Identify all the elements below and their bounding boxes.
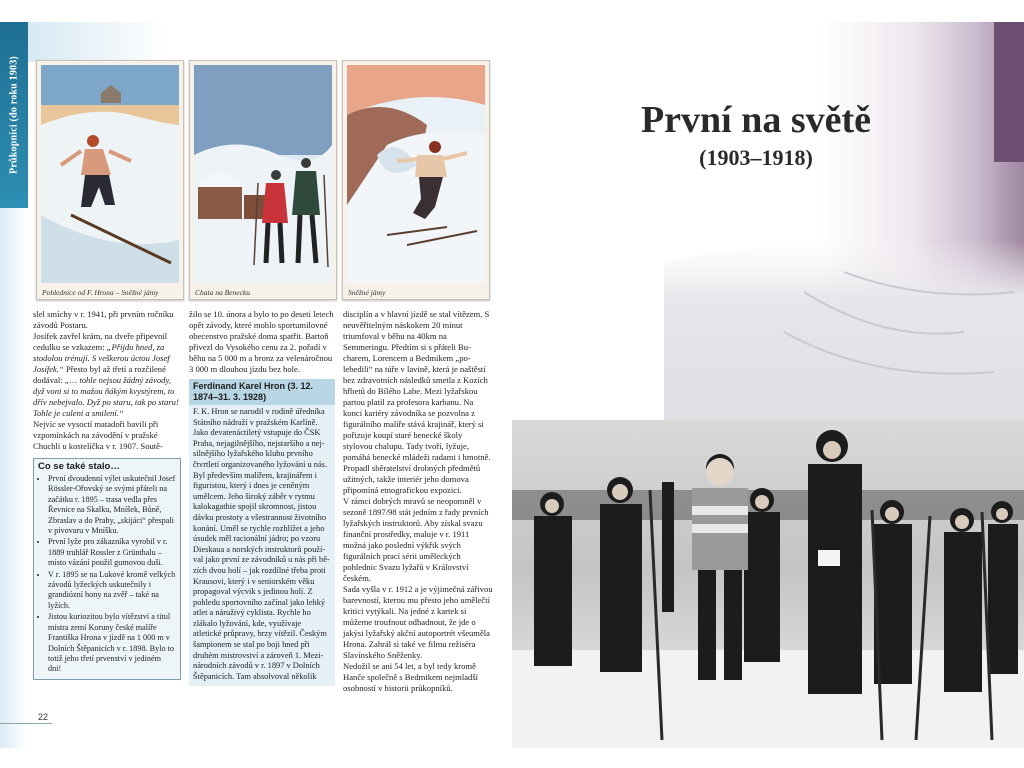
text-column-1 — [33, 309, 181, 680]
page-number: 22 — [38, 712, 49, 722]
bio-title: Ferdinand Karel Hron (3. 12. 1874–31. 3. 1928) — [189, 379, 335, 405]
list-item: • První lyže pro zákazníka vyrobil v r. 1889 truhlář Rossler z Grünthalu – místo vázání použil gumovou duši. — [48, 537, 176, 568]
quote: „… tohle nejsou žádný závody, dyž voni si to mažou ňákým kvystýrem, to dřív nebejvalo. Dyž po staru, tak po staru! Tohle je culeni a smilení.“ — [33, 375, 179, 418]
text-fragment: Josífek zavřel krám, na dveře připevnil cedulku se vzkazem: — [33, 331, 168, 352]
paragraph: Nedožil se ani 54 let, a byl tedy kromě Hanče společně s Bedmikem nejmladší osobností v historii průkopníků. — [343, 661, 479, 693]
cabin-icon — [194, 65, 332, 283]
paragraph: slel smíchy v r. 1941, při prvním ročníku závodů Postaru. — [33, 309, 174, 330]
text-fragment: Přesto byl až třetí a rozčilené dodával: — [33, 364, 166, 385]
text-column-2 — [189, 309, 335, 686]
page-rule-divider — [0, 723, 52, 724]
did-you-know-list — [38, 474, 176, 675]
postcard-caption: Pohlednice od F. Hrona – Sněžné jámy — [42, 288, 159, 297]
paragraph: žilo se 10. února a bylo to po deseti letech opět závody, které mohlo sportumilovné obecenstvo pražské doma spatřit. Bartoň přivezl do Vysokého cenu za 2. pořadí v běhu na 5 000 m a bronz za velenáročnou 3 000 m dlouhou jízdu bez hole. — [189, 309, 334, 374]
list-item: • V r. 1895 se na Lukové kromě velkých závodů lyžeckých uskutečnily i grandiózní hony na zvěř – také na lyžích. — [48, 570, 176, 612]
did-you-know-title: Co se také stalo… — [38, 461, 120, 472]
paragraph: Sada vyšla v r. 1912 a je výjimečná zářivou barevností, kterou mu přesto jeho umělečtí kritici vytýkali. Na jedné z kartek si můžeme troufnout odhadnout, že jde o jakýsi lyžařský akční autoportrét všeuměla Hrona. Zahrál si také ve filmu režiséra Slavínského Sněženky. — [343, 584, 493, 660]
postcard-caption: Chata na Benecku — [195, 288, 250, 297]
paragraph: V rámci dobrých mravů se neopomněl v sezoně 1897/98 stát jedním z řady prvních lyžařských instruktorů. Aby získal svazu finanční prostředky, maluje v r. 1911 možná jako poslední výkřik svých figurálních prací sérii uměleckých pohlednic Svazu lyžařů v Království českém. — [343, 496, 489, 583]
purple-edge-bar — [994, 22, 1024, 162]
paragraph: disciplín a v hlavní jízdě se stal vítězem. S neuvěřitelným náskokem 20 minut triumfoval v běhu na 40km na Semmeringu. Předtím si s přáteli Bucharem, Lorencem a Bedmikem „polebedili“ na túře v lavině, která je naštěstí bez zdravotních následků smetla z Kozích hřbetů do Bílého Labe. Mezi lyžařskou partou platil za profesora karbanu. Na konci kariéry závodníka se pozvolna z figurálního malíře stává krajinář, který si pořizuje koupí staré benecké školy stylovou chalupu. Tady tvoří, lyžuje, pomáhá benecké mládeži radami i hmotně. Propadl sběratelství drobných předmětů užitných, takže interiér jeho domova připomíná etnografickou expozici. — [343, 309, 491, 495]
paragraph — [33, 331, 181, 419]
top-fade-decoration — [28, 22, 168, 62]
paragraph: Nejvíc se vysoctí matadoři bavili při vzpomínkách na závodění v pražské Chuchli u kostelíčka v r. 1907. Soutě- — [33, 419, 163, 451]
did-you-know-box — [33, 458, 181, 680]
skier-icon — [347, 65, 485, 283]
postcard-image-3 — [342, 60, 490, 300]
list-item: • První dvoudenní výlet uskutečnil Josef Rössler-Ořovský se svými přáteli na začátku r. 1895 – trasa vedla přes Řevnice na Skalku, Mníšek, Bůně, Zbraslav a do Prahy, „skijáci“ přespali v pivovaru v Mníšku. — [48, 474, 176, 536]
quote: „Přijdu hned, za stodolou trénují. S veškerou úctou Josef Josífek.“ — [33, 342, 170, 374]
left-page — [0, 22, 512, 748]
postcard-caption: Sněžné jámy — [348, 288, 386, 297]
snow-edge-decoration — [0, 208, 28, 748]
group-skiers-photo-icon — [512, 420, 1024, 748]
chapter-tab — [0, 22, 28, 208]
chapter-tab-label: Průkopníci (do roku 1903) — [8, 56, 20, 174]
chapter-title: První na světě — [640, 99, 872, 141]
postcard-image-2 — [189, 60, 337, 300]
list-item: • Jistou kuriozitou bylo vítězství a titul mistra zemí Koruny české malíře Františka Hrona v jízdě na 1 000 m v Dolních Štěpanicích v r. 1898. Bylo to totiž jeho třetí prvenství v jediném dni! — [48, 612, 176, 674]
postcard-image-1 — [36, 60, 184, 300]
bio-text: F. K. Hron se narodil v rodině úředníka Státního nádraží v pražském Karlíně. Jako devatenáctiletý vstupuje do ČSK Praha, nejagilnějšího, nejstaršího a nejsilnějšího lyžařského klubu prvního čtvrtletí organizovaného lyžování u nás. Byl především malířem, krajinářem i figuristou, který i dnes je ceněným umělcem. Jeho široký záběr v rytmu kalokagathie spojil skromnost, jistou dávku prostoty a všestrannost životního konání. Uměl se rychle rozhlížet a jeho úsudek měl racionální jádro; po vzoru Dieskaua a norských instruktorů používal jako první ze závodníků u nás při bězích dvou holí – jak rozdílné třeba proti Krausovi, který i v seniorském věku propagoval výcvik s jedinou holí. Z pohledu sportovního začínal jako lehký atlet a náruživý cyklista. Rychle ho zlákalo lyžování, kde, využívaje atletické průpravy, brzy vítězil. Českým šampionem se stal po boji hned při druhém mistrovství a zároveň 1. Mezinárodních závodů v r. 1897 v Dolních Štěpanicích. Tam absolvoval několik — [189, 405, 335, 686]
skier-icon — [41, 65, 179, 283]
chapter-subtitle: (1903–1918) — [699, 145, 813, 170]
text-column-3 — [343, 309, 493, 694]
right-page — [512, 22, 1024, 748]
